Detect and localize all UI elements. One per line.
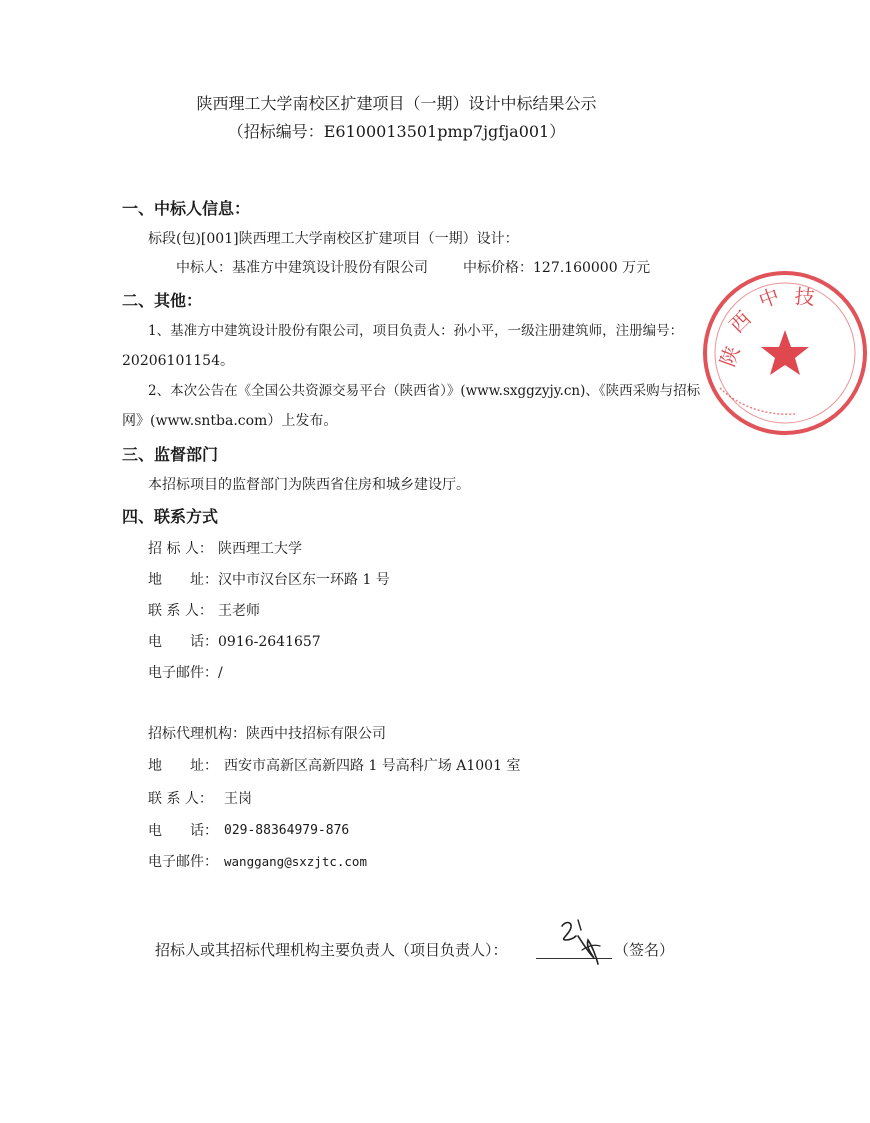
handwritten-signature: [548, 912, 608, 972]
signature-label: 招标人或其招标代理机构主要负责人（项目负责人）：: [155, 941, 508, 959]
agency-address-label: 地 址：: [148, 758, 218, 774]
agency-contact-label: 联 系 人：: [148, 791, 213, 807]
agency-address: 西安市高新区高新四路 1 号高科广场 A1001 室: [224, 758, 521, 774]
svg-text:中: 中: [755, 283, 783, 313]
agency-contact: 王岗: [224, 791, 252, 807]
winner-name: 中标人：基准方中建筑设计股份有限公司: [176, 260, 428, 276]
svg-text:技: 技: [793, 284, 816, 310]
svg-text:西: 西: [724, 306, 756, 338]
agency-phone-label: 电 话：: [148, 823, 218, 839]
section-other-heading: 二、其他：: [122, 291, 203, 310]
agency-email-label: 电子邮件：: [148, 854, 218, 870]
other-item-1-line-2: 20206101154。: [122, 353, 234, 369]
other-item-2-line-2: 网》(www.sntba.com）上发布。: [122, 413, 338, 429]
signature-suffix: （签名）: [614, 941, 675, 959]
section-contact-heading: 四、联系方式: [122, 507, 219, 526]
lot-description: 标段(包)[001]陕西理工大学南校区扩建项目（一期）设计：: [148, 231, 519, 247]
agency-name-label: 招标代理机构：: [148, 726, 246, 742]
document-title: 陕西理工大学南校区扩建项目（一期）设计中标结果公示: [196, 94, 597, 113]
tenderer-email-label: 电子邮件：: [148, 665, 218, 681]
tenderer-name-label: 招 标 人：: [148, 541, 213, 557]
agency-phone: 029-88364979-876: [224, 823, 350, 838]
agency-email: wanggang@sxzjtc.com: [224, 854, 367, 869]
tenderer-address-label: 地 址：: [148, 572, 218, 588]
tenderer-phone: 0916-2641657: [218, 634, 321, 650]
company-seal-stamp: [700, 268, 870, 438]
tenderer-name: 陕西理工大学: [218, 541, 302, 557]
tenderer-email: /: [218, 665, 223, 681]
tenderer-contact: 王老师: [218, 603, 260, 619]
section-winner-heading: 一、中标人信息：: [122, 199, 251, 218]
svg-text:陕: 陕: [715, 342, 745, 370]
section-supervision-heading: 三、监督部门: [122, 445, 219, 464]
tender-number: （招标编号：E6100013501pmp7jgfja001）: [227, 122, 566, 141]
tenderer-phone-label: 电 话：: [148, 634, 218, 650]
other-item-2-line-1: 2、本次公告在《全国公共资源交易平台（陕西省）》(www.sxggzyjy.cn)、《陕西采购与招标: [148, 383, 701, 399]
tenderer-address: 汉中市汉台区东一环路 1 号: [218, 572, 390, 588]
other-item-1-line-1: 1、基准方中建筑设计股份有限公司，项目负责人：孙小平，一级注册建筑师，注册编号：: [148, 323, 684, 339]
supervision-body: 本招标项目的监督部门为陕西省住房和城乡建设厅。: [148, 477, 470, 493]
agency-name: 陕西中技招标有限公司: [246, 726, 386, 742]
winner-price: 中标价格：127.160000 万元: [463, 260, 651, 276]
tenderer-contact-label: 联 系 人：: [148, 603, 213, 619]
